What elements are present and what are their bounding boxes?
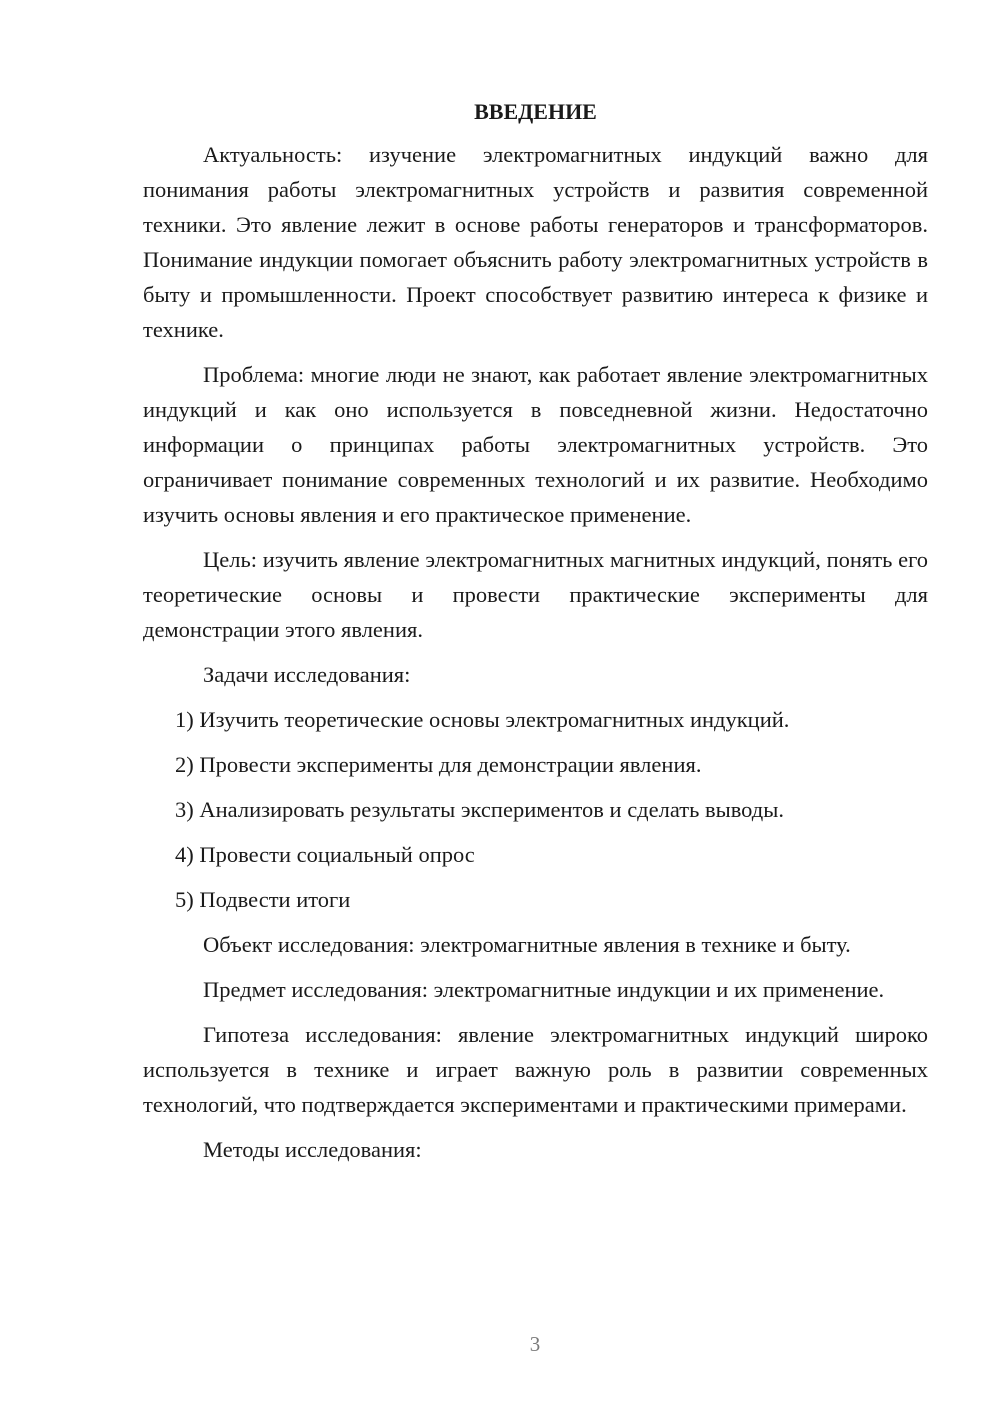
paragraph-object: Объект исследования: электромагнитные явления в технике и быту. (203, 932, 851, 957)
paragraph-subject: Предмет исследования: электромагнитные индукции и их применение. (203, 977, 885, 1002)
tasks-heading: Задачи исследования: (203, 662, 411, 687)
paragraph-problem: Проблема: многие люди не знают, как работает явление электромагнитных индукций и как оно используется в повседневной жизни. Недостаточно информации о принципах работы электромагнитных устройств. Это ограничивает понимание современных технологий и их развитие. Необходимо изучить основы явления и его практическое применение. (143, 362, 928, 527)
page-content (143, 94, 928, 1177)
list-item: 3) Анализировать результаты экспериментов и сделать выводы. (175, 797, 784, 822)
paragraph-goal: Цель: изучить явление электромагнитных магнитных индукций, понять его теоретические основы и провести практические эксперименты для демонстрации этого явления. (143, 547, 928, 642)
page-number: 3 (529, 1332, 541, 1356)
list-item: 4) Провести социальный опрос (175, 842, 475, 867)
tasks-list (143, 702, 928, 917)
list-item: 2) Провести эксперименты для демонстрации явления. (175, 752, 702, 777)
paragraph-hypothesis: Гипотеза исследования: явление электромагнитных индукций широко используется в технике и играет важную роль в развитии современных технологий, что подтверждается экспериментами и практическими примерами. (143, 1022, 928, 1117)
list-item: 1) Изучить теоретические основы электромагнитных индукций. (175, 707, 790, 732)
page-title: ВВЕДЕНИЕ (474, 99, 597, 124)
paragraph-relevance: Актуальность: изучение электромагнитных индукций важно для понимания работы электромагнитных устройств и развития современной техники. Это явление лежит в основе работы генераторов и трансформаторов. Понимание индукции помогает объяснить работу электромагнитных устройств в быту и промышленности. Проект способствует развитию интереса к физике и технике. (143, 142, 928, 342)
list-item: 5) Подвести итоги (175, 887, 351, 912)
methods-heading: Методы исследования: (203, 1137, 422, 1162)
